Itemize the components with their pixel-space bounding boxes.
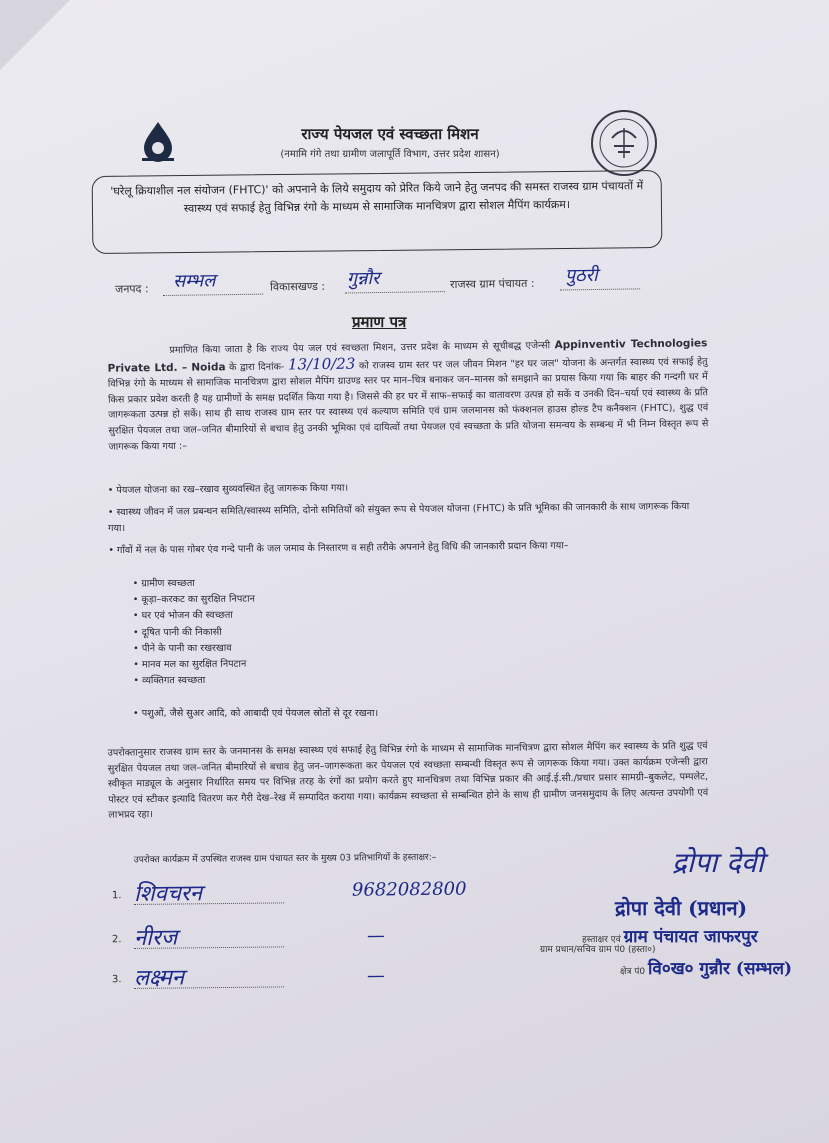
janpad-value: सम्भल [172, 270, 216, 292]
p1-date-label: के द्वारा दिनांक- [229, 361, 285, 373]
signature-intro: उपरोक्त कार्यक्रम में उपस्थित राजस्व ग्राम पंचायत स्तर के मुख्य 03 प्रतिभागियों के हस्ताक्षर:– [133, 852, 437, 866]
participant-phone: — [366, 925, 386, 947]
list-item: • दूषित पानी की निकासी [133, 624, 255, 641]
program-date: 13/10/23 [287, 354, 356, 374]
pradhan-name: द्रोपा देवी (प्रधान) [615, 896, 748, 920]
animal-bullet: • पशुओं, जैसे सुअर आदि, को आबादी एवं पेयजल स्रोतों से दूर रखना। [133, 706, 378, 719]
participant-row: 1. शिवचरन 9682082800 [111, 878, 467, 907]
certificate-title: प्रमाण पत्र [352, 313, 407, 331]
pradhan-signature: द्रोपा देवी [672, 846, 764, 879]
certificate-sheet: राज्य पेयजल एवं स्वच्छता मिशन (नमामि गंगे तथा ग्रामीण जलापूर्ति विभाग, उत्तर प्रदेश शासन) 'घरेलू क्रियाशील नल संयोजन (FHTC)' को अपनाने के लिये समुदाय को प्रेरित किये जाने हेतु जनपद की समस्त राजस्व ग्राम पंचायतों में स्वास्थ्य एवं सफाई हेतु विभिन्न रंगो के माध्यम से सामाजिक मानचित्रण द्वारा सोशल मैपिंग कार्यक्रम। जनपद : सम्भल विकासखण्ड : गुन्नौर राजस्व ग्राम पंचायत : पुठरी प्रमाण पत्र प्रमाणित किया जाता है कि राज्य पेय जल एवं स्वच्छता मिशन, उत्तर प्रदेश के माध्यम से सूचीबद्ध एजेन्सी Appinventiv Technologies Private Ltd. – Noida के द्वारा दिनांक- 13/10/23 को राजस्व ग्राम स्तर पर जल जीवन मिशन "हर घर जल" योजना के अन्तर्गत स्वास्थ्य एवं सफाई हेतु विभिन्न रंगो के माध्यम से सामाजिक मानचित्रण द्वारा सोशल मैपिंग ग्राउण्ड स्तर पर मान–चित्र बनाकर जन–मानस को समझाने का प्रयास किया गया कि बाहर की गन्दगी घर में किस प्रकार प्रवेश करती है यह ग्रामीणों के समक्ष प्रदर्शित किया गया है। जिससे की हर घर में साफ–सफाई का वातावरण उत्पन्न हो सकें व उनकी दिन–चर्या एवं स्वास्थ्य के प्रति जागरूकता उत्पन्न हो सकें। साथ ही साथ राजस्व ग्राम स्तर पर स्वास्थ्य एवं कल्याण समिति एवं ग्राम जलमानस को फंक्शनल हाउस होल्ड टैप कनैक्शन (FHTC), शुद्ध एवं सुरक्षित पेयजल तथा जल–जनित बीमारियों से बचाव हेतु उनकी भूमिका एवं दायित्वों तथा पेयजल एवं स्वच्छता के प्रति योजना समन्वय के सम्बन्ध में भी निम्न विस्तृत रूप से जागरूक किया गया :– • पेयजल योजना का रख–रखाव सुव्यवस्थित हेतु जागरूक किया गया। • स्वास्थ्य जीवन में जल प्रबन्धन समिति/स्वास्थ्य समिति, दोनो समितियों को संयुक्त रूप से पेयजल योजना (FHTC) के प्रति भूमिका की जानकारी के साथ जागरूक किया गया। • गाँवों में नल के पास गोबर एंव गन्दे पानी के जल जमाव के निस्तारण व सही तरीके अपनाने हेतु विधि की जानकारी प्रदान किया गया– • ग्रामीण स्वच्छता • कूड़ा–करकट का सुरक्षित निपटान • घर एवं भोजन की स्वच्छता • दूषित पानी की निकासी • पीने के पानी का रखरखाव • मानव मल का सुरक्षित निपटान • व्यक्तिगत स्वच्छता • पशुओं, जैसे सुअर आदि, को आबादी एवं पेयजल स्रोतों से दूर रखना। उपरोक्तानुसार राजस्व ग्राम स्तर के जनमानस के समक्ष स्वास्थ्य एवं सफाई हेतु विभिन्न रंगो के माध्यम से सामाजिक मानचित्रण द्वारा सोशल मैपिंग कर स्वास्थ्य के प्रति शुद्ध एवं सुरक्षित पेयजल तथा जल–जनित बीमारियों से बचाव हेतु जन–जागरूकता कर पेयजल एवं स्वच्छता सम्बन्धी विस्तृत रूप से जागरूक किया गया। उक्त कार्यक्रम एजेन्सी द्वारा स्वीकृत माड्यूल के अनुसार निर्धारित समय पर विभिन्न तरह के रंगों का प्रयोग करते हुए मानचित्रण तथा विभिन्न प्रकार की आई.ई.सी./प्रचार प्रसार सामग्री–बुकलेट, पम्पलेट, पोस्टर एवं स्टीकर इत्यादि वितरण कर गैरी देख–रेख में सम्पादित कराया गया। कार्यक्रम स्वच्छता से सम्बन्धित होने के साथ ही ग्रामीण जनसमुदाय के लिए अत्यन्त उपयोगी एवं लाभप्रद रहा। उपरोक्त कार्यक्रम में उपस्थित राजस्व ग्राम पंचायत स्तर के मुख्य 03 प्रतिभागियों के हस्ताक्षर:– 1. शिवचरन 9682082800 2. नीरज — 3. लक्ष्मन — द्रोपा देवी द्रोपा देवी (प्रधान) हस्ताक्षर एवं ग्राम पंचायत जाफरपुर ग्राम प्रधान/सचिव ग्राम पं0 (हस्ता०) क्षेत्र पं0 वि०ख० गुन्नौर (सम्भल) [0, 0, 829, 1143]
up-government-emblem-icon [584, 108, 664, 178]
bullet-item: • स्वास्थ्य जीवन में जल प्रबन्धन समिति/स्वास्थ्य समिति, दोनो समितियों को संयुक्त रूप से पेयजल योजना (FHTC) के प्रति भूमिका की जानकारी के साथ जागरूक किया गया। [107, 501, 690, 535]
topic-list [133, 576, 256, 690]
program-banner: 'घरेलू क्रियाशील नल संयोजन (FHTC)' को अपनाने के लिये समुदाय को प्रेरित किये जाने हेतु जनपद की समस्त राजस्व ग्राम पंचायतों में स्वास्थ्य एवं सफाई हेतु विभिन्न रंगो के माध्यम से सामाजिक मानचित्रण द्वारा सोशल मैपिंग कार्यक्रम। [92, 170, 663, 254]
janpad-underline [163, 294, 263, 296]
mission-title: राज्य पेयजल एवं स्वच्छता मिशन [301, 125, 479, 143]
agency-name: Appinventiv Technologies Private Ltd. – Noida [107, 337, 708, 375]
list-item: • व्यक्तिगत स्वच्छता [133, 673, 255, 690]
janpad-label: जनपद : [115, 282, 149, 296]
list-item: • घर एवं भोजन की स्वच्छता [133, 608, 255, 625]
gram-panchayat-value: पुठरी [564, 264, 598, 287]
vikaskhand-value: गुन्नौर [346, 268, 380, 290]
certificate-paragraph-1 [107, 336, 708, 454]
participant-signature: शिवचरन [133, 881, 203, 907]
vikaskhand-underline [345, 291, 445, 293]
gram-underline [560, 288, 640, 290]
bullet-item: • पेयजल योजना का रख–रखाव सुव्यवस्थित हेतु जागरूक किया गया। [107, 482, 349, 497]
list-item: • पीने के पानी का रखरखाव [133, 640, 255, 657]
participant-signature: नीरज [133, 925, 178, 951]
folded-corner [0, 0, 70, 70]
participant-phone: — [366, 965, 386, 987]
mission-subtitle: (नमामि गंगे तथा ग्रामीण जलापूर्ति विभाग, उत्तर प्रदेश शासन) [280, 149, 500, 160]
participant-row: 3. लक्ष्मन — [112, 958, 532, 996]
gram-panchayat-label: राजस्व ग्राम पंचायत : [449, 276, 535, 292]
participant-signature: लक्ष्मन [133, 965, 185, 991]
list-item: • मानव मल का सुरक्षित निपटान [133, 657, 255, 674]
p1-intro: प्रमाणित किया जाता है कि राज्य पेय जल एवं स्वच्छता मिशन, उत्तर प्रदेश के माध्यम से सूचीबद्ध एजेन्सी [169, 340, 551, 356]
certificate-paragraph-2: उपरोक्तानुसार राजस्व ग्राम स्तर के जनमानस के समक्ष स्वास्थ्य एवं सफाई हेतु विभिन्न रंगो के माध्यम से सामाजिक मानचित्रण द्वारा सोशल मैपिंग कर स्वास्थ्य के प्रति शुद्ध एवं सुरक्षित पेयजल तथा जल–जनित बीमारियों से बचाव हेतु जन–जागरूकता कर पेयजल एवं स्वच्छता सम्बन्धी विस्तृत रूप से जागरूक किया गया। उक्त कार्यक्रम एजेन्सी द्वारा स्वीकृत माड्यूल के अनुसार निर्धारित समय पर विभिन्न तरह के रंगों का प्रयोग करते हुए मानचित्रण तथा विभिन्न प्रकार की आई.ई.सी./प्रचार प्रसार सामग्री–बुकलेट, पम्पलेट, पोस्टर एवं स्टीकर इत्यादि वितरण कर गैरी देख–रेख में सम्पादित कराया गया। कार्यक्रम स्वच्छता से सम्बन्धित होने के साथ ही ग्रामीण जनसमुदाय के लिए अत्यन्त उपयोगी एवं लाभप्रद रहा। [107, 740, 709, 822]
bullet-item: • गाँवों में नल के पास गोबर एंव गन्दे पानी के जल जमाव के निस्तारण व सही तरीके अपनाने हेतु विधि की जानकारी प्रदान किया गया– [108, 540, 569, 557]
awareness-bullets [108, 477, 709, 565]
list-item: • ग्रामीण स्वच्छता [133, 576, 255, 593]
location-fields [115, 262, 645, 297]
participant-row: 2. नीरज — [112, 918, 532, 956]
vikaskhand-label: विकासखण्ड : [269, 279, 326, 294]
participant-phone: 9682082800 [351, 878, 467, 901]
p1-body: को राजस्व ग्राम स्तर पर जल जीवन मिशन "हर घर जल" योजना के अन्तर्गत स्वास्थ्य एवं सफाई हेतु विभिन्न रंगो के माध्यम से सामाजिक मानचित्रण द्वारा सोशल मैपिंग ग्राउण्ड स्तर पर मान–चित्र बनाकर जन–मानस को समझाने का प्रयास किया गया कि बाहर की गन्दगी घर में किस प्रकार प्रवेश करती है यह ग्रामीणों के समक्ष प्रदर्शित किया गया है। जिससे की हर घर में साफ–सफाई का वातावरण उत्पन्न हो सकें व उनकी दिन–चर्या एवं स्वास्थ्य के प्रति जागरूकता उत्पन्न हो सकें। साथ ही साथ राजस्व ग्राम स्तर पर स्वास्थ्य एवं कल्याण समिति एवं ग्राम जलमानस को फंक्शनल हाउस होल्ड टैप कनैक्शन (FHTC), शुद्ध एवं सुरक्षित पेयजल तथा जल–जनित बीमारियों से बचाव हेतु उनकी भूमिका एवं दायित्वों तथा पेयजल एवं स्वच्छता के प्रति योजना समन्वय के सम्बन्ध में भी निम्न विस्तृत रूप से जागरूक किया गया :– [107, 355, 709, 453]
list-item: • कूड़ा–करकट का सुरक्षित निपटान [133, 592, 255, 609]
har-ghar-jal-logo-icon [128, 118, 188, 178]
